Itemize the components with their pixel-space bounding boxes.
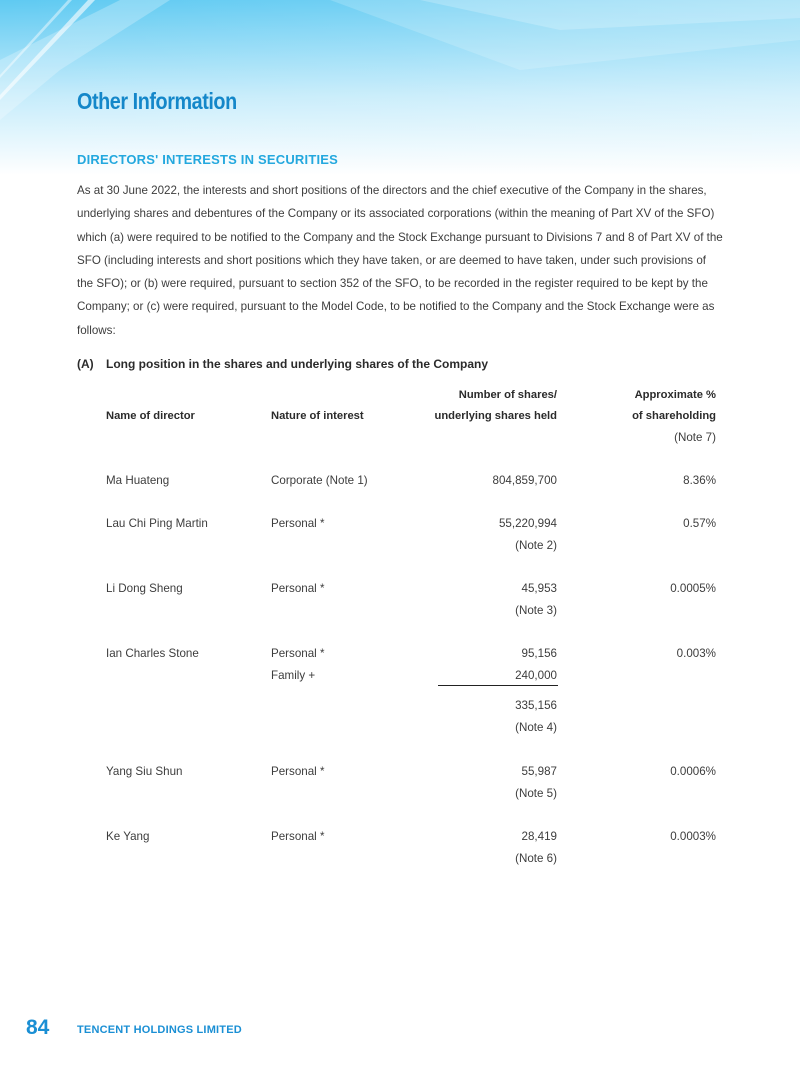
subsection-label: (A) — [77, 357, 94, 371]
shares-held: 28,419 — [521, 830, 557, 843]
director-name: Yang Siu Shun — [106, 765, 183, 778]
shareholding-pct: 8.36% — [683, 474, 716, 487]
shares-note: (Note 5) — [515, 787, 557, 800]
header-pct-line2: of shareholding — [632, 410, 716, 422]
interest-nature-family: Family + — [271, 669, 316, 682]
shares-held: 55,220,994 — [498, 517, 557, 530]
interest-nature: Personal * — [271, 647, 325, 660]
page-title: Other Information — [77, 88, 237, 114]
shareholding-pct: 0.003% — [676, 647, 716, 660]
interest-nature: Personal * — [271, 517, 325, 530]
interest-nature: Personal * — [271, 765, 325, 778]
intro-line: follows: — [77, 323, 116, 337]
shares-note: (Note 4) — [515, 721, 557, 734]
subsection-title: Long position in the shares and underlying shares of the Company — [106, 357, 489, 371]
header-nature: Nature of interest — [271, 410, 364, 422]
shares-held: 804,859,700 — [492, 474, 557, 487]
page-number: 84 — [26, 1016, 50, 1039]
shareholding-pct: 0.0005% — [670, 582, 716, 595]
shares-held: 45,953 — [521, 582, 557, 595]
interest-nature: Personal * — [271, 830, 325, 843]
header-name: Name of director — [106, 410, 195, 422]
director-name: Ke Yang — [106, 830, 150, 843]
intro-paragraph — [77, 179, 723, 342]
intro-line: SFO (including interests and short positions which they have taken, or are deemed to have taken, under such provisions of — [77, 253, 706, 267]
shares-note: (Note 6) — [515, 852, 557, 865]
header-shares-line1: Number of shares/ — [458, 389, 557, 401]
intro-line: which (a) were required to be notified to the Company and the Stock Exchange pursuant to Divisions 7 and 8 of Part XV of the — [77, 230, 723, 244]
shares-held-family: 240,000 — [515, 669, 557, 682]
company-name: TENCENT HOLDINGS LIMITED — [77, 1024, 242, 1036]
intro-line: the SFO); or (b) were required, pursuant to section 352 of the SFO, to be recorded in the register required to be kept by the — [77, 277, 708, 291]
director-name: Lau Chi Ping Martin — [106, 517, 208, 530]
director-name: Ma Huateng — [106, 474, 170, 487]
header-pct-line1: Approximate % — [634, 389, 716, 401]
shares-held: 55,987 — [521, 765, 557, 778]
intro-line: As at 30 June 2022, the interests and short positions of the directors and the chief executive of the Company in the shares, — [77, 184, 707, 197]
subtotal-rule — [438, 685, 558, 686]
director-name: Ian Charles Stone — [106, 647, 199, 660]
interest-nature: Personal * — [271, 582, 325, 595]
section-title: DIRECTORS' INTERESTS IN SECURITIES — [77, 152, 339, 167]
shares-note: (Note 3) — [515, 604, 557, 617]
shares-note: (Note 2) — [515, 539, 557, 552]
interest-nature: Corporate (Note 1) — [271, 474, 368, 487]
shares-total: 335,156 — [515, 699, 557, 712]
header-shares-line2: underlying shares held — [434, 410, 557, 422]
shares-held: 95,156 — [521, 647, 557, 660]
director-name: Li Dong Sheng — [106, 582, 183, 595]
shareholding-pct: 0.57% — [683, 517, 716, 530]
shareholding-pct: 0.0006% — [670, 765, 716, 778]
intro-line: underlying shares and debentures of the Company or its associated corporations (within the meaning of Part XV of the SFO) — [77, 207, 715, 221]
shareholding-pct: 0.0003% — [670, 830, 716, 843]
intro-line: Company; or (c) were required, pursuant to the Model Code, to be notified to the Company and the Stock Exchange were as — [77, 300, 715, 314]
header-pct-note: (Note 7) — [674, 431, 716, 444]
